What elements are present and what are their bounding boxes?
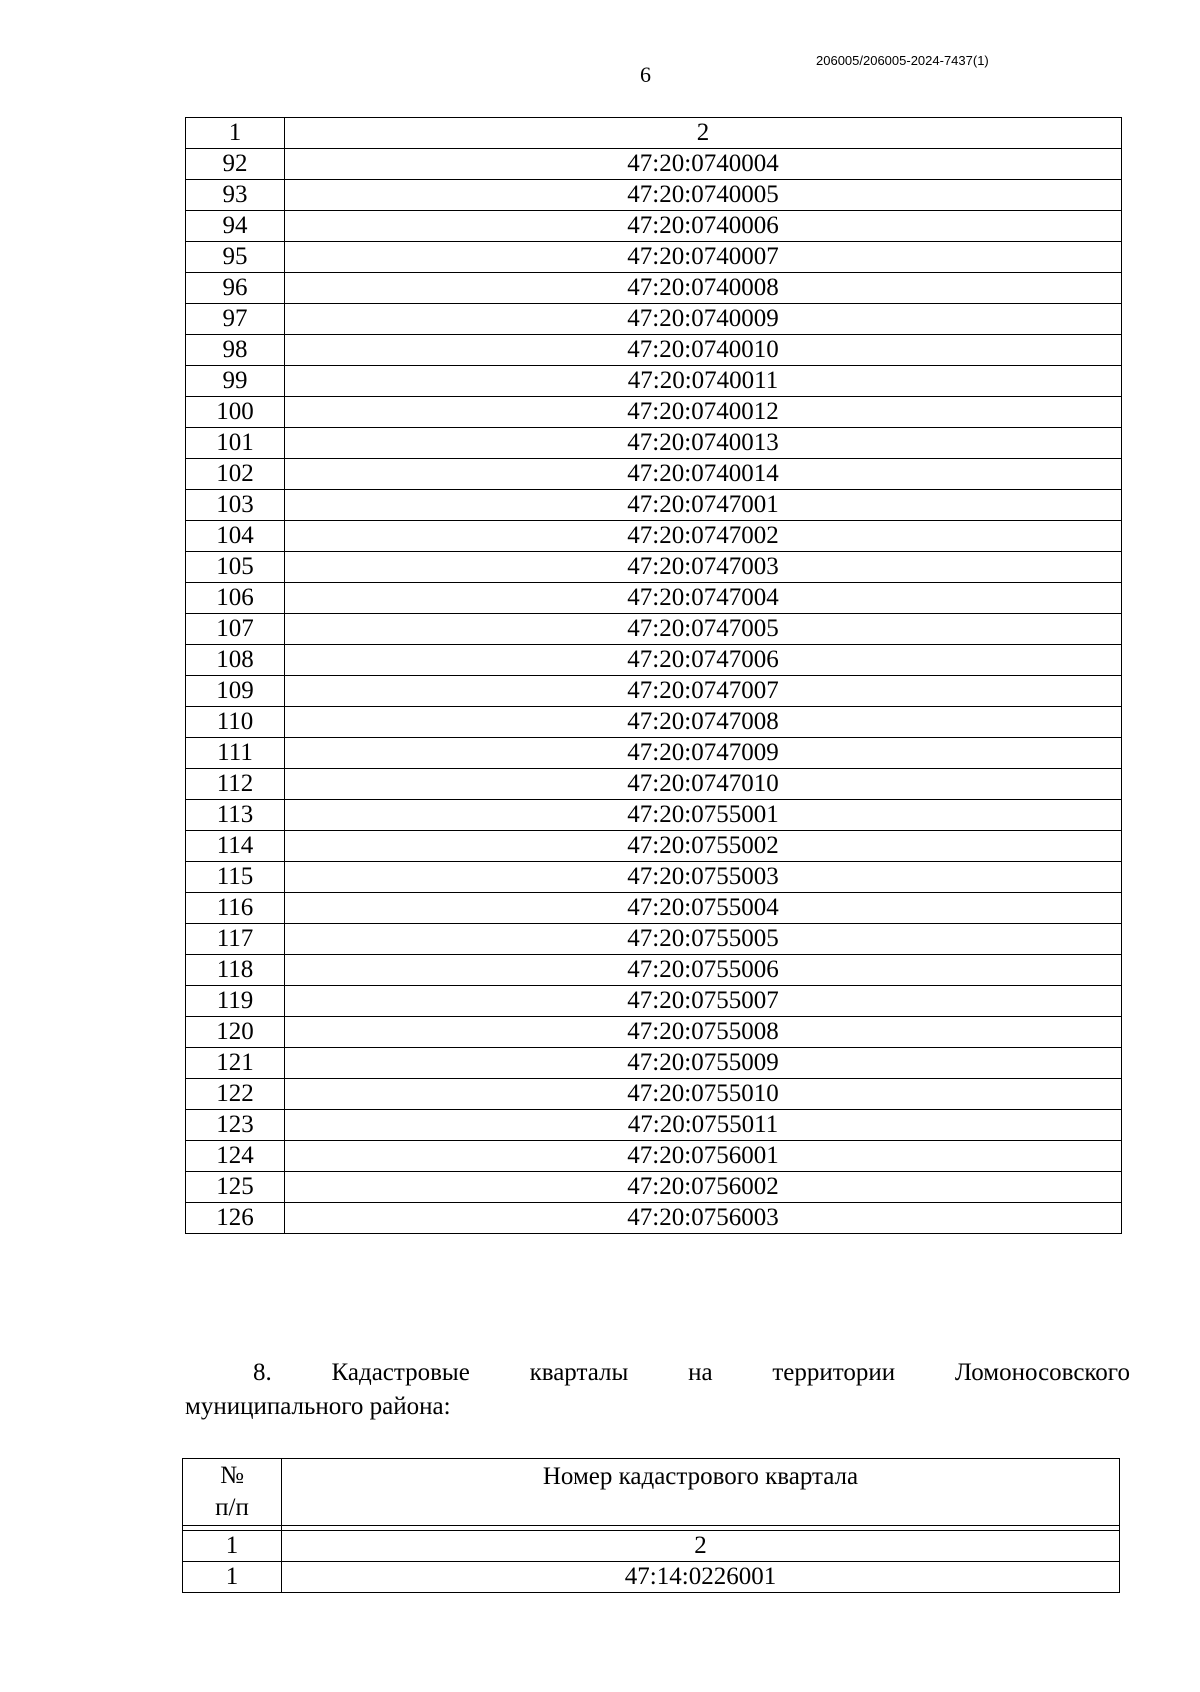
cadastral-number-cell: 47:20:0756003 — [285, 1203, 1122, 1234]
row-index-cell: 92 — [186, 149, 285, 180]
table-row — [183, 1562, 1120, 1593]
table-row — [186, 1203, 1122, 1234]
cadastral-number-cell: 47:14:0226001 — [282, 1562, 1120, 1593]
cadastral-number-cell: 47:20:0740011 — [285, 366, 1122, 397]
table-row — [186, 304, 1122, 335]
row-index-cell: 120 — [186, 1017, 285, 1048]
row-index-cell: 116 — [186, 893, 285, 924]
table-row — [186, 242, 1122, 273]
cadastral-number-cell: 47:20:0755003 — [285, 862, 1122, 893]
section-word: на — [688, 1359, 713, 1386]
column-number-cell: 1 — [186, 118, 285, 149]
cadastral-number-cell: 47:20:0755004 — [285, 893, 1122, 924]
cadastral-number-cell: 47:20:0747001 — [285, 490, 1122, 521]
row-index-cell: 94 — [186, 211, 285, 242]
row-index-cell: 125 — [186, 1172, 285, 1203]
row-index-cell: 126 — [186, 1203, 285, 1234]
table-row — [186, 955, 1122, 986]
table-row — [186, 676, 1122, 707]
table-row — [186, 645, 1122, 676]
table-row — [186, 614, 1122, 645]
cadastral-number-cell: 47:20:0747004 — [285, 583, 1122, 614]
table-row — [186, 1110, 1122, 1141]
cadastral-number-cell: 47:20:0747008 — [285, 707, 1122, 738]
table-row — [186, 831, 1122, 862]
row-index-cell: 119 — [186, 986, 285, 1017]
cadastral-number-cell: 47:20:0756002 — [285, 1172, 1122, 1203]
table-row — [186, 1172, 1122, 1203]
table-row — [186, 180, 1122, 211]
table-row — [186, 862, 1122, 893]
cadastral-number-cell: 47:20:0755010 — [285, 1079, 1122, 1110]
row-index-cell: 109 — [186, 676, 285, 707]
section-word: Ломоносовского — [954, 1359, 1130, 1386]
row-index-cell: 93 — [186, 180, 285, 211]
cadastral-number-cell: 47:20:0740005 — [285, 180, 1122, 211]
document-id: 206005/206005-2024-7437(1) — [816, 53, 989, 68]
table-row — [186, 521, 1122, 552]
table-row — [186, 1079, 1122, 1110]
cadastral-number-cell: 47:20:0756001 — [285, 1141, 1122, 1172]
section-8-line-2: муниципального района: — [185, 1393, 451, 1420]
cadastral-number-cell: 47:20:0747009 — [285, 738, 1122, 769]
table-row — [186, 397, 1122, 428]
cadastral-number-cell: 47:20:0747005 — [285, 614, 1122, 645]
table-row — [186, 335, 1122, 366]
table-header-row — [183, 1459, 1120, 1526]
row-index-cell: 121 — [186, 1048, 285, 1079]
table-row — [186, 428, 1122, 459]
table-row — [186, 459, 1122, 490]
row-index-cell: 110 — [186, 707, 285, 738]
cadastral-number-cell: 47:20:0740014 — [285, 459, 1122, 490]
row-index-cell: 102 — [186, 459, 285, 490]
table-row — [186, 986, 1122, 1017]
table-row — [186, 924, 1122, 955]
table-row — [186, 893, 1122, 924]
number-sign: № — [220, 1462, 244, 1489]
row-index-cell: 103 — [186, 490, 285, 521]
cadastral-number-cell: 47:20:0755001 — [285, 800, 1122, 831]
cadastral-number-cell: 47:20:0740006 — [285, 211, 1122, 242]
table-row — [186, 149, 1122, 180]
section-8-paragraph — [185, 1356, 1130, 1424]
row-index-cell: 117 — [186, 924, 285, 955]
table-row — [186, 1141, 1122, 1172]
cadastral-table-lomonosov — [182, 1458, 1120, 1593]
section-word: кварталы — [529, 1359, 629, 1386]
cadastral-number-cell: 47:20:0747003 — [285, 552, 1122, 583]
row-index-cell: 96 — [186, 273, 285, 304]
cadastral-number-cell: 47:20:0755005 — [285, 924, 1122, 955]
section-8-line-1 — [185, 1356, 1130, 1390]
row-index-cell: 100 — [186, 397, 285, 428]
cadastral-number-cell: 47:20:0740007 — [285, 242, 1122, 273]
cadastral-number-cell: 47:20:0747002 — [285, 521, 1122, 552]
row-index-cell: 95 — [186, 242, 285, 273]
column-header-cadastral: Номер кадастрового квартала — [282, 1459, 1120, 1526]
section-word: территории — [772, 1359, 896, 1386]
row-index-cell: 97 — [186, 304, 285, 335]
table-row — [186, 490, 1122, 521]
row-index-cell: 123 — [186, 1110, 285, 1141]
cadastral-number-cell: 47:20:0755011 — [285, 1110, 1122, 1141]
column-number-cell: 2 — [282, 1531, 1120, 1562]
table-row — [186, 583, 1122, 614]
row-index-cell: 106 — [186, 583, 285, 614]
row-index-cell: 107 — [186, 614, 285, 645]
row-index-cell: 104 — [186, 521, 285, 552]
row-index-cell: 114 — [186, 831, 285, 862]
cadastral-number-cell: 47:20:0755008 — [285, 1017, 1122, 1048]
section-word: Кадастровые — [331, 1359, 470, 1386]
cadastral-number-cell: 47:20:0747006 — [285, 645, 1122, 676]
table-row — [186, 738, 1122, 769]
cadastral-number-cell: 47:20:0755009 — [285, 1048, 1122, 1079]
row-index-cell: 98 — [186, 335, 285, 366]
cadastral-number-cell: 47:20:0755007 — [285, 986, 1122, 1017]
cadastral-number-cell: 47:20:0740009 — [285, 304, 1122, 335]
row-index-cell: 105 — [186, 552, 285, 583]
row-index-cell: 118 — [186, 955, 285, 986]
cadastral-number-cell: 47:20:0740004 — [285, 149, 1122, 180]
cadastral-number-cell: 47:20:0747007 — [285, 676, 1122, 707]
cadastral-number-cell: 47:20:0740008 — [285, 273, 1122, 304]
cadastral-number-cell: 47:20:0755002 — [285, 831, 1122, 862]
row-index-cell: 122 — [186, 1079, 285, 1110]
row-index-cell: 111 — [186, 738, 285, 769]
row-index-cell: 101 — [186, 428, 285, 459]
table-row — [186, 1017, 1122, 1048]
cadastral-number-cell: 47:20:0740012 — [285, 397, 1122, 428]
row-index-cell: 99 — [186, 366, 285, 397]
cadastral-number-cell: 47:20:0740013 — [285, 428, 1122, 459]
table-row — [186, 707, 1122, 738]
cadastral-table-continued — [185, 117, 1122, 1234]
section-number: 8. — [253, 1359, 272, 1386]
table-row — [186, 769, 1122, 800]
row-index-cell: 124 — [186, 1141, 285, 1172]
table-column-numbering-row — [186, 118, 1122, 149]
pp-label: п/п — [215, 1494, 249, 1521]
column-header-number — [183, 1459, 282, 1526]
table-row — [186, 273, 1122, 304]
row-index-cell: 108 — [186, 645, 285, 676]
row-index-cell: 112 — [186, 769, 285, 800]
column-number-cell: 2 — [285, 118, 1122, 149]
page-number: 6 — [640, 62, 651, 87]
table-row — [186, 552, 1122, 583]
column-number-cell: 1 — [183, 1531, 282, 1562]
cadastral-number-cell: 47:20:0755006 — [285, 955, 1122, 986]
cadastral-number-cell: 47:20:0740010 — [285, 335, 1122, 366]
table-column-numbering-row — [183, 1531, 1120, 1562]
table-row — [186, 1048, 1122, 1079]
table-row — [186, 800, 1122, 831]
row-index-cell: 1 — [183, 1562, 282, 1593]
cadastral-number-cell: 47:20:0747010 — [285, 769, 1122, 800]
row-index-cell: 113 — [186, 800, 285, 831]
table-row — [186, 211, 1122, 242]
row-index-cell: 115 — [186, 862, 285, 893]
table-row — [186, 366, 1122, 397]
